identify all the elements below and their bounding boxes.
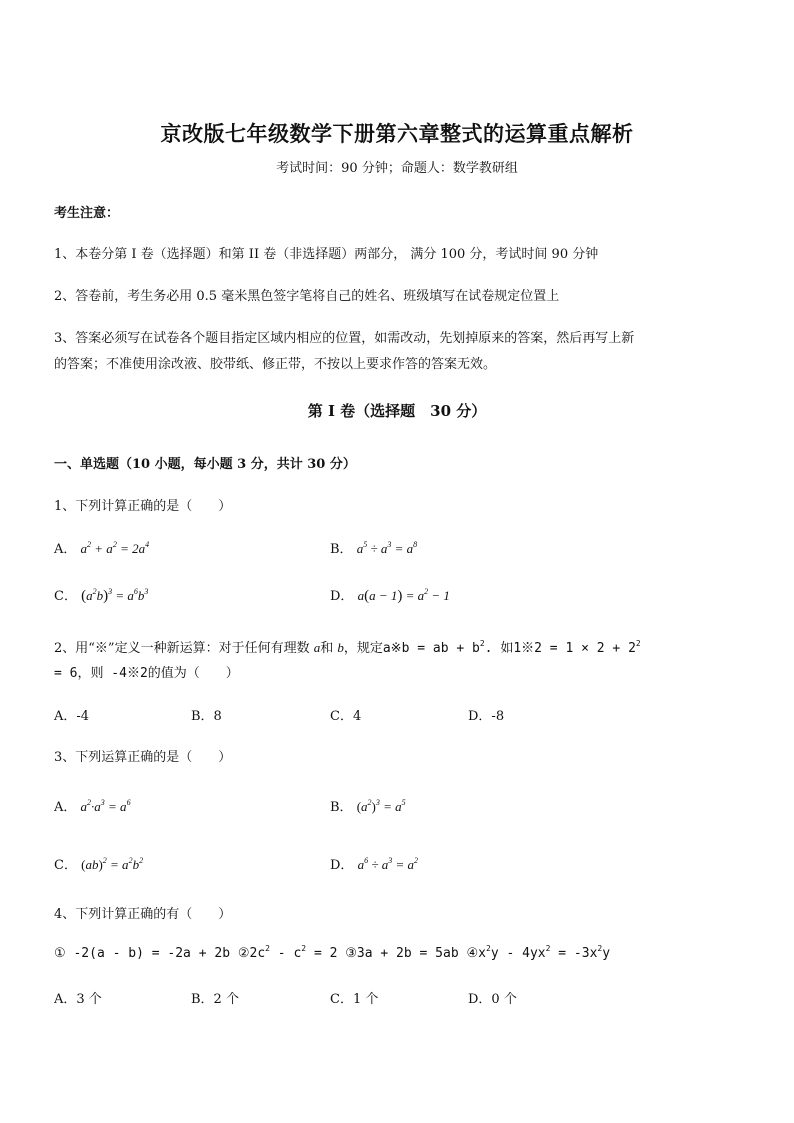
question-4-stem: 4、下列计算正确的有（ ） — [54, 907, 232, 922]
notice-item-2: 2、答卷前，考生务必用 0.5 毫米黑色签字笔将自己的姓名、班级填写在试卷规定位置上 — [54, 289, 560, 304]
question-4-option-a[interactable]: A．3 个 — [54, 992, 102, 1007]
question-4-statements — [54, 946, 610, 961]
option-label: A． — [54, 542, 77, 557]
notice-item-1: 1、本卷分第 I 卷（选择题）和第 II 卷（非选择题）两部分， 满分 100 分，考试时间 90 分钟 — [54, 247, 599, 262]
question-1-stem: 1、下列计算正确的是（ ） — [54, 499, 232, 514]
option-formula: $a^6 \div a^3 = a^2$ — [357, 856, 418, 872]
question-2-option-b[interactable]: B．8 — [191, 709, 222, 724]
question-3-option-a[interactable] — [54, 796, 131, 815]
option-label: A． — [54, 800, 77, 815]
notice-item-3-cont: 的答案；不准使用涂改液、胶带纸、修正带，不按以上要求作答的答案无效。 — [54, 357, 497, 372]
question-1-option-c[interactable] — [54, 585, 148, 605]
question-2-option-a[interactable]: A．-4 — [54, 709, 90, 724]
statement-1: ① -2(a - b) = -2a + 2b — [54, 946, 231, 961]
question-2-stem-line2: = 6，则 -4※2的值为（ ） — [54, 666, 239, 681]
option-formula: $(ab)^2 = a^2b^2$ — [81, 856, 144, 872]
question-1-option-b[interactable] — [330, 538, 417, 557]
question-4-option-b[interactable]: B．2 个 — [191, 992, 239, 1007]
question-1-option-d[interactable] — [330, 585, 450, 605]
option-label: B． — [330, 800, 353, 815]
question-3-stem: 3、下列运算正确的是（ ） — [54, 750, 232, 765]
question-3-option-b[interactable] — [330, 796, 406, 815]
option-label: C． — [54, 589, 77, 604]
option-formula: $a^5 \div a^3 = a^8$ — [356, 540, 418, 556]
question-2-option-c[interactable]: C．4 — [330, 709, 362, 724]
statement-2: $②2c^2 - c^2 = 2$ — [237, 944, 338, 961]
statement-4: $④x^2y - 4yx^2 = -3x^2y$ — [466, 944, 611, 961]
option-label: C． — [54, 858, 77, 873]
statement-3: ③3a + 2b = 5ab — [345, 946, 459, 961]
question-3-option-d[interactable] — [330, 854, 418, 873]
notice-heading: 考生注意： — [54, 206, 120, 221]
part-heading: 一、单选题（10 小题，每小题 3 分，共计 30 分） — [54, 457, 356, 472]
option-label: D． — [330, 858, 354, 873]
question-4-option-d[interactable]: D．0 个 — [468, 992, 517, 1007]
option-formula: $a^2\cdot a^3 = a^6$ — [80, 798, 131, 814]
question-2-option-d[interactable]: D．-8 — [468, 709, 505, 724]
question-3-option-c[interactable] — [54, 854, 143, 873]
option-formula: $(a^2b)^3 = a^6b^3$ — [81, 587, 149, 604]
question-1-option-a[interactable] — [54, 538, 149, 557]
option-label: D． — [330, 589, 354, 604]
exam-info: 考试时间：90 分钟；命题人：数学教研组 — [276, 161, 518, 176]
option-formula: $a(a - 1) = a^2 - 1$ — [357, 587, 450, 604]
question-4-option-c[interactable]: C．1 个 — [330, 992, 379, 1007]
option-formula: $(a^2)^3 = a^5$ — [356, 798, 406, 814]
question-2-stem-line1: 2、用“※”定义一种新运算：对于任何有理数 a和 b，规定a※b = ab + $b^2$. 如1※2 = $1 \times 2 + 2^2$ — [54, 639, 641, 656]
page-title: 京改版七年级数学下册第六章整式的运算重点解析 — [160, 121, 634, 146]
option-label: B． — [330, 542, 353, 557]
option-formula: $a^2 + a^2 = 2a^4$ — [80, 540, 150, 556]
section-title: 第 I 卷（选择题 30 分） — [307, 402, 487, 420]
notice-item-3: 3、答案必须写在试卷各个题目指定区域内相应的位置，如需改动，先划掉原来的答案，然后再写上新 — [54, 331, 635, 346]
